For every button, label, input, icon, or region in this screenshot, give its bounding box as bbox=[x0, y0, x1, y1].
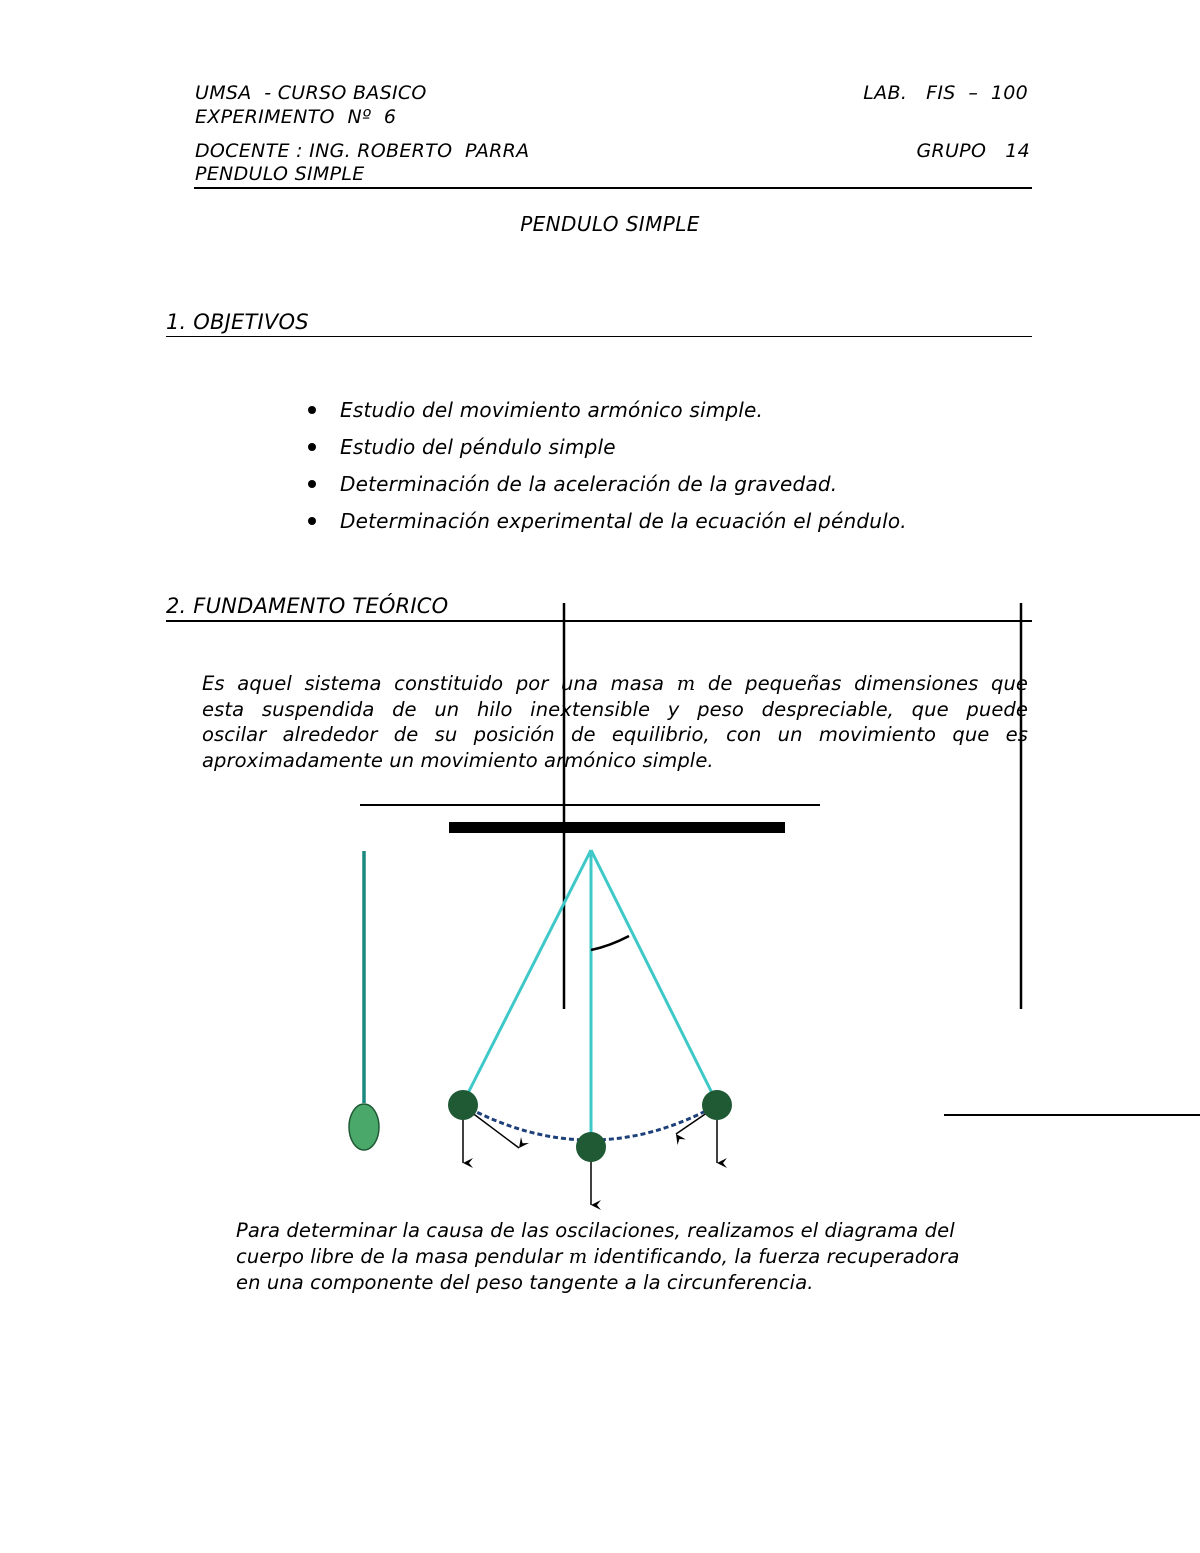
header-topic: PENDULO SIMPLE bbox=[195, 163, 365, 185]
header-experiment: EXPERIMENTO Nº 6 bbox=[195, 106, 397, 128]
pendulum-bob-center bbox=[576, 1132, 606, 1162]
paragraph-line: cuerpo libre de la masa pendular m identificando, la fuerza recuperadora bbox=[236, 1245, 960, 1268]
header-group: GRUPO 14 bbox=[916, 140, 1030, 162]
pendulum-string-left bbox=[463, 850, 591, 1103]
list-item-text: Estudio del movimiento armónico simple. bbox=[340, 398, 764, 422]
list-item-text: Determinación experimental de la ecuación el péndulo. bbox=[340, 509, 907, 533]
pendulum-bob-left bbox=[448, 1090, 478, 1120]
pendulum-bob-standalone bbox=[349, 1104, 379, 1150]
section-heading-fundamento: 2. FUNDAMENTO TEÓRICO bbox=[166, 594, 449, 618]
paragraph-line: oscilar alrededor de su posición de equilibrio, con un movimiento que es bbox=[202, 723, 1028, 746]
page-title: PENDULO SIMPLE bbox=[520, 212, 700, 236]
pendulum-string-right bbox=[591, 850, 717, 1103]
section-heading-objetivos: 1. OBJETIVOS bbox=[166, 310, 309, 334]
header-docente: DOCENTE : ING. ROBERTO PARRA bbox=[195, 140, 530, 162]
pendulum-support-bar bbox=[449, 822, 785, 833]
pendulum-bob-right bbox=[702, 1090, 732, 1120]
header-lab-code: LAB. FIS – 100 bbox=[863, 82, 1028, 104]
paragraph-line: aproximadamente un movimiento armónico simple. bbox=[202, 748, 714, 772]
paragraph-free-body bbox=[236, 1218, 960, 1296]
list-item-text: Determinación de la aceleración de la gravedad. bbox=[340, 472, 838, 496]
list-item-text: Estudio del péndulo simple bbox=[340, 435, 616, 459]
paragraph-line: Es aquel sistema constituido por una masa m de pequeñas dimensiones que bbox=[202, 672, 1028, 695]
paragraph-line: Para determinar la causa de las oscilaciones, realizamos el diagrama del bbox=[236, 1219, 955, 1242]
header-institution: UMSA - CURSO BASICO bbox=[195, 82, 427, 104]
angle-arc bbox=[591, 936, 629, 950]
paragraph-line: en una componente del peso tangente a la circunferencia. bbox=[236, 1271, 814, 1294]
paragraph-line: esta suspendida de un hilo inextensible y peso despreciable, que puede bbox=[202, 697, 1028, 721]
